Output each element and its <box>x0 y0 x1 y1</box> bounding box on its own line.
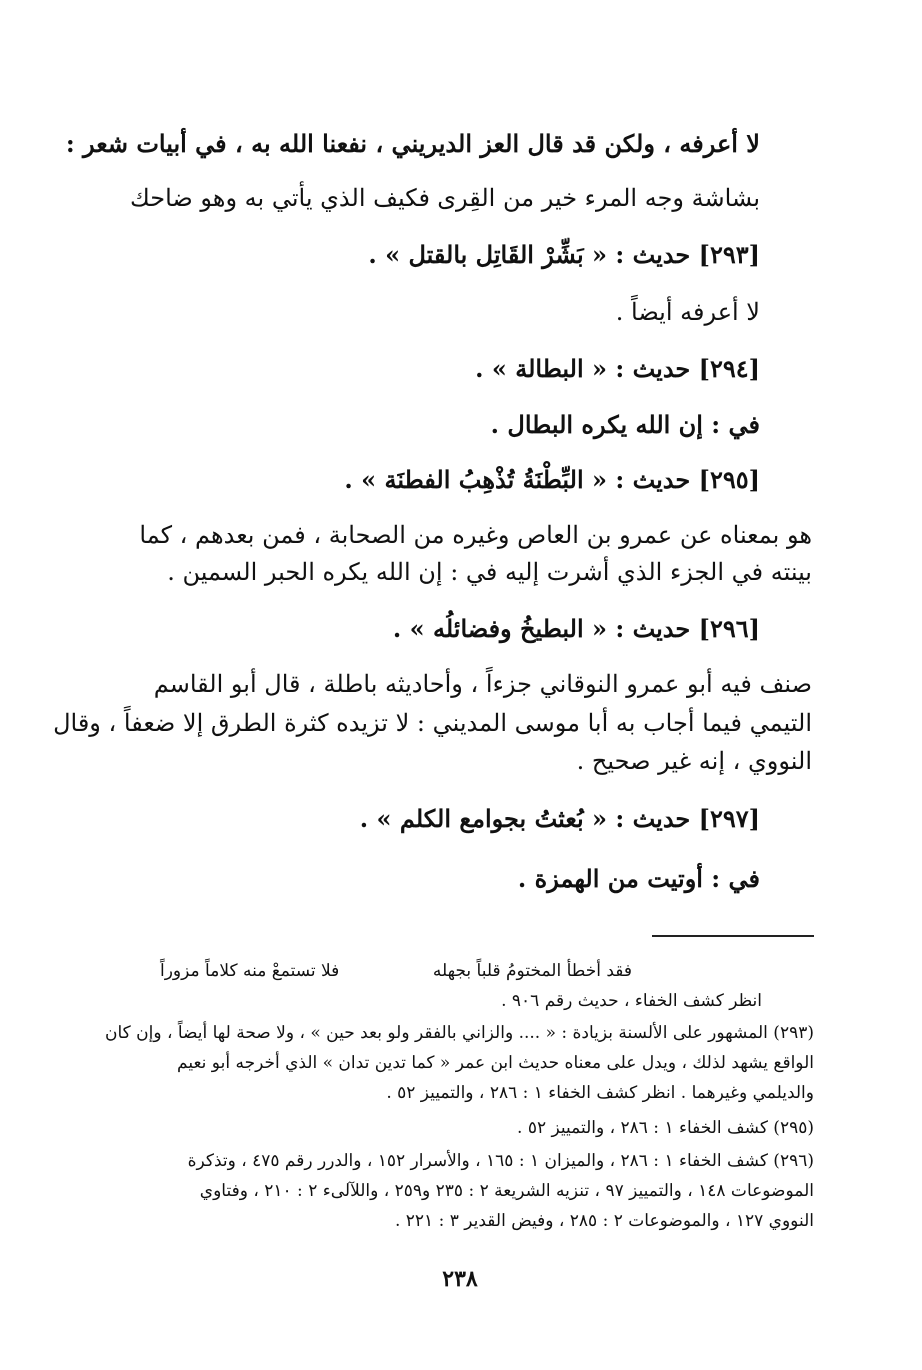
footnote-verse-second: فلا تستمعْ منه كلاماً مزوراً <box>160 961 340 981</box>
hadith-number-296: [٢٩٦] <box>698 614 760 643</box>
footnote-296-line-2: الموضوعات ١٤٨ ، والتمييز ٩٧ ، تنزيه الشريعة ٢ : ٢٣٥ و٢٥٩ ، واللآلىء ٢ : ٢١٠ ، وفتاوي <box>199 1181 814 1201</box>
hadith-comment-295-line-2: بينته في الجزء الذي أشرت إليه في : إن الله يكره الحبر السمين . <box>167 558 812 586</box>
hadith-title-293: حديث : « بَشِّرْ القَاتِل بالقتل » . <box>368 240 699 269</box>
hadith-number-295: [٢٩٥] <box>698 465 760 494</box>
hadith-number-293: [٢٩٣] <box>698 240 760 269</box>
footnote-296-line-3: النووي ١٢٧ ، والموضوعات ٢ : ٢٨٥ ، وفيض القدير ٣ : ٢٢١ . <box>394 1211 814 1231</box>
hadith-heading-297 <box>160 802 760 836</box>
footnote-293-line-1: (٢٩٣) المشهور على الألسنة بزيادة : « .... والزاني بالفقر ولو بعد حين » ، ولا صحة لها أيضاً ، وإن كان <box>104 1023 814 1043</box>
hadith-number-294: [٢٩٤] <box>698 354 760 383</box>
hadith-heading-296 <box>160 612 760 646</box>
hadith-comment-296-line-1: صنف فيه أبو عمرو النوقاني جزءاً ، وأحاديثه باطلة ، قال أبو القاسم <box>153 670 812 698</box>
footnote-296-line-1: (٢٩٦) كشف الخفاء ١ : ٢٨٦ ، والميزان ١ : ١٦٥ ، والأسرار ١٥٢ ، والدرر رقم ٤٧٥ ، وتذكرة <box>187 1151 814 1171</box>
verse-first-hemistich: بشاشة وجه المرء خير من القِرى <box>437 184 760 212</box>
hadith-comment-296-line-3: النووي ، إنه غير صحيح . <box>576 747 812 775</box>
footnote-separator <box>652 935 814 937</box>
hadith-comment-295-line-1: هو بمعناه عن عمرو بن العاص وغيره من الصحابة ، فمن بعدهم ، كما <box>139 521 812 549</box>
hadith-heading-295 <box>160 463 760 497</box>
hadith-title-296: حديث : « البطيخُ وفضائلُه » . <box>392 614 699 643</box>
hadith-comment-297: في : أوتيت من الهمزة . <box>517 864 760 893</box>
intro-line: لا أعرفه ، ولكن قد قال العز الديريني ، نفعنا الله به ، في أبيات شعر : <box>65 129 760 158</box>
hadith-comment-296-line-2: التيمي فيما أجاب به أبا موسى المديني : لا تزيده كثرة الطرق إلا ضعفاً ، وقال <box>53 709 812 737</box>
hadith-title-295: حديث : « البِّطْنَةُ تُذْهِبُ الفطنَة » . <box>344 465 699 494</box>
hadith-heading-293 <box>160 238 760 272</box>
verse-second-hemistich: فكيف الذي يأتي به وهو ضاحك <box>130 184 430 212</box>
page-number: ٢٣٨ <box>442 1266 478 1292</box>
hadith-heading-294 <box>160 352 760 386</box>
footnote-reference: انظر كشف الخفاء ، حديث رقم ٩٠٦ . <box>501 991 762 1011</box>
footnote-295-line-1: (٢٩٥) كشف الخفاء ١ : ٢٨٦ ، والتمييز ٥٢ . <box>517 1118 814 1138</box>
hadith-comment-293: لا أعرفه أيضاً . <box>615 298 760 326</box>
footnote-293-line-3: والديلمي وغيرهما . انظر كشف الخفاء ١ : ٢٨٦ ، والتمييز ٥٢ . <box>386 1083 814 1103</box>
hadith-number-297: [٢٩٧] <box>698 804 760 833</box>
footnote-293-line-2: الواقع يشهد لذلك ، ويدل على معناه حديث ابن عمر « كما تدين تدان » الذي أخرجه أبو نعيم <box>177 1053 814 1073</box>
footnote-verse-first: فقد أخطأ المختومُ قلباً بجهله <box>432 961 632 981</box>
hadith-comment-294: في : إن الله يكره البطال . <box>490 410 760 439</box>
hadith-title-294: حديث : « البطالة » . <box>475 354 699 383</box>
hadith-title-297: حديث : « بُعثتُ بجوامع الكلم » . <box>359 804 699 833</box>
